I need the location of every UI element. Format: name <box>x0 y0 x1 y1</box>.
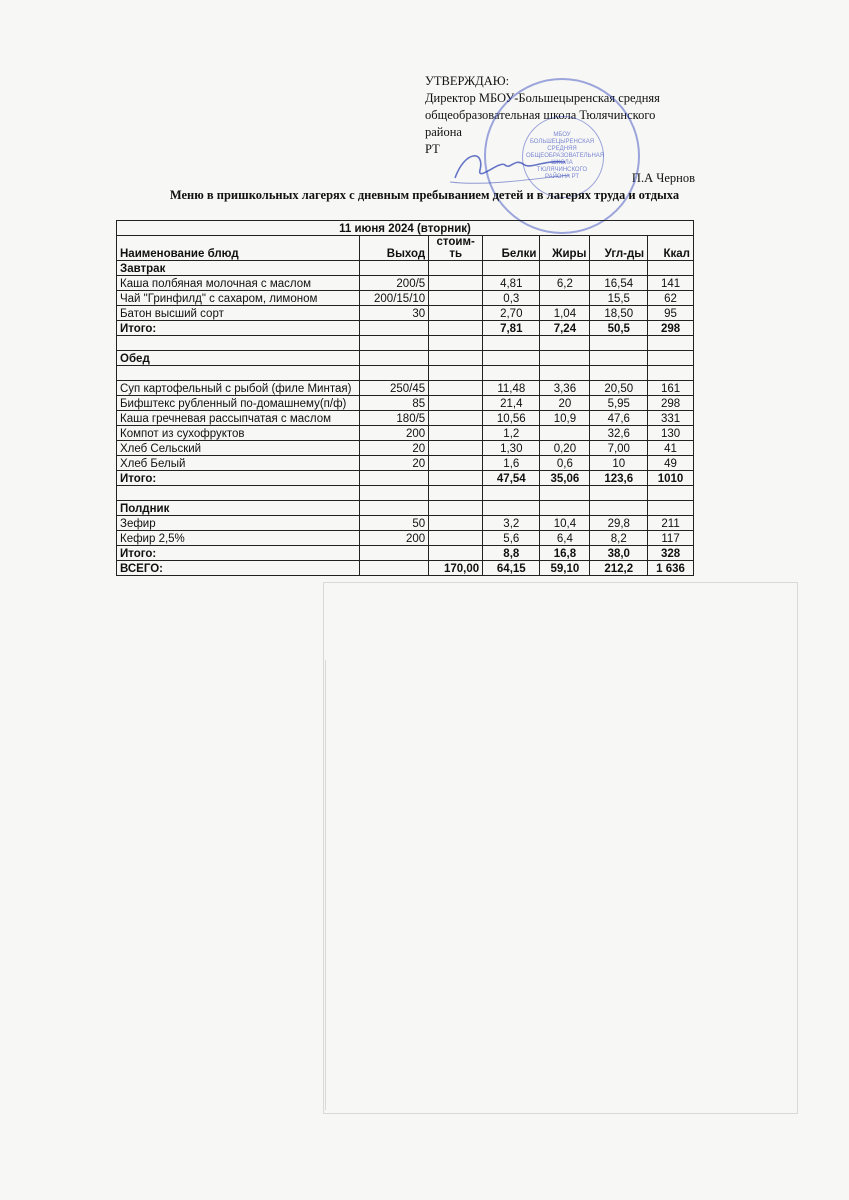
director-signature <box>445 140 575 190</box>
menu-table <box>116 220 694 576</box>
dish-carbs: 7,00 <box>590 441 648 456</box>
dish-output: 180/5 <box>359 411 429 426</box>
total-carbs: 123,6 <box>590 471 648 486</box>
dish-cost <box>429 411 483 426</box>
dish-cost <box>429 306 483 321</box>
spacer-row <box>117 366 694 381</box>
dish-fat: 3,36 <box>540 381 590 396</box>
dish-output: 50 <box>359 516 429 531</box>
total-fat: 16,8 <box>540 546 590 561</box>
stamp-text: МБОУ БОЛЬШЕЦЫРЕНСКАЯ СРЕДНЯЯ ОБЩЕОБРАЗОВАТЕЛЬНАЯ ШКОЛА ТЮЛЯЧИНСКОГО РАЙОНА РТ <box>526 132 605 180</box>
dish-protein: 11,48 <box>483 381 540 396</box>
total-label: Итого: <box>117 321 360 336</box>
dish-output: 200/15/10 <box>359 291 429 306</box>
dish-carbs: 29,8 <box>590 516 648 531</box>
col-cost: стоим-ть <box>429 236 483 261</box>
dish-output: 85 <box>359 396 429 411</box>
table-row <box>117 276 694 291</box>
section-title: Обед <box>117 351 360 366</box>
dish-protein: 10,56 <box>483 411 540 426</box>
dish-cost <box>429 531 483 546</box>
dish-output: 200 <box>359 426 429 441</box>
dish-cost <box>429 381 483 396</box>
dish-carbs: 20,50 <box>590 381 648 396</box>
dish-protein: 0,3 <box>483 291 540 306</box>
approval-heading: УТВЕРЖДАЮ: <box>425 74 510 88</box>
spacer-row <box>117 336 694 351</box>
total-cost <box>429 321 483 336</box>
dish-kcal: 161 <box>648 381 694 396</box>
dish-name: Компот из сухофруктов <box>117 426 360 441</box>
approval-signer: П.А Чернов <box>631 171 695 185</box>
table-row <box>117 381 694 396</box>
total-row <box>117 546 694 561</box>
dish-fat: 1,04 <box>540 306 590 321</box>
dish-kcal: 95 <box>648 306 694 321</box>
table-row <box>117 531 694 546</box>
section-row-lunch <box>117 351 694 366</box>
menu-date: 11 июня 2024 (вторник) <box>117 221 694 236</box>
dish-carbs: 15,5 <box>590 291 648 306</box>
total-output <box>359 321 429 336</box>
dish-protein: 5,6 <box>483 531 540 546</box>
total-protein: 47,54 <box>483 471 540 486</box>
col-dish: Наименование блюд <box>117 236 360 261</box>
dish-carbs: 18,50 <box>590 306 648 321</box>
table-row <box>117 291 694 306</box>
dish-protein: 3,2 <box>483 516 540 531</box>
dish-protein: 1,30 <box>483 441 540 456</box>
dish-cost <box>429 456 483 471</box>
total-row <box>117 471 694 486</box>
col-output: Выход <box>359 236 429 261</box>
approval-line2: общеобразовательная школа Тюлячинского района <box>425 108 656 139</box>
dish-cost <box>429 441 483 456</box>
dish-kcal: 130 <box>648 426 694 441</box>
dish-name: Каша полбяная молочная с маслом <box>117 276 360 291</box>
dish-name: Суп картофельный с рыбой (филе Минтая) <box>117 381 360 396</box>
total-cost <box>429 471 483 486</box>
total-label: Итого: <box>117 546 360 561</box>
table-row <box>117 411 694 426</box>
total-output <box>359 546 429 561</box>
total-fat: 35,06 <box>540 471 590 486</box>
approval-line1: Директор МБОУ-Большецыренская средняя <box>425 91 660 105</box>
dish-kcal: 62 <box>648 291 694 306</box>
grand-total-output <box>359 561 429 576</box>
total-kcal: 298 <box>648 321 694 336</box>
section-row-breakfast <box>117 261 694 276</box>
dish-fat: 20 <box>540 396 590 411</box>
col-carbs: Угл-ды <box>590 236 648 261</box>
dish-name: Бифштекс рубленный по-домашнему(п/ф) <box>117 396 360 411</box>
col-fat: Жиры <box>540 236 590 261</box>
dish-fat <box>540 426 590 441</box>
table-row <box>117 306 694 321</box>
dish-output: 20 <box>359 456 429 471</box>
dish-name: Кефир 2,5% <box>117 531 360 546</box>
total-output <box>359 471 429 486</box>
dish-cost <box>429 291 483 306</box>
dish-kcal: 298 <box>648 396 694 411</box>
total-row <box>117 321 694 336</box>
header-row <box>117 236 694 261</box>
dish-cost <box>429 516 483 531</box>
dish-output: 20 <box>359 441 429 456</box>
dish-name: Каша гречневая рассыпчатая с маслом <box>117 411 360 426</box>
document-title: Меню в пришкольных лагерях с дневным пребыванием детей и в лагерях труда и отдыха <box>169 188 680 202</box>
dish-cost <box>429 276 483 291</box>
total-kcal: 328 <box>648 546 694 561</box>
dish-output: 250/45 <box>359 381 429 396</box>
dish-protein: 1,2 <box>483 426 540 441</box>
dish-fat <box>540 291 590 306</box>
dish-output: 30 <box>359 306 429 321</box>
total-carbs: 50,5 <box>590 321 648 336</box>
dish-name: Чай "Гринфилд" с сахаром, лимоном <box>117 291 360 306</box>
dish-carbs: 5,95 <box>590 396 648 411</box>
dish-name: Батон высший сорт <box>117 306 360 321</box>
dish-carbs: 32,6 <box>590 426 648 441</box>
dish-carbs: 8,2 <box>590 531 648 546</box>
grand-total-fat: 59,10 <box>540 561 590 576</box>
dish-fat: 10,4 <box>540 516 590 531</box>
grand-total-row <box>117 561 694 576</box>
dish-name: Зефир <box>117 516 360 531</box>
total-label: Итого: <box>117 471 360 486</box>
section-title: Полдник <box>117 501 360 516</box>
dish-carbs: 16,54 <box>590 276 648 291</box>
table-row <box>117 441 694 456</box>
dish-output: 200 <box>359 531 429 546</box>
total-protein: 8,8 <box>483 546 540 561</box>
grand-total-kcal: 1 636 <box>648 561 694 576</box>
col-kcal: Ккал <box>648 236 694 261</box>
grand-total-protein: 64,15 <box>483 561 540 576</box>
dish-kcal: 49 <box>648 456 694 471</box>
spacer-row <box>117 486 694 501</box>
dish-protein: 21,4 <box>483 396 540 411</box>
dish-fat: 6,4 <box>540 531 590 546</box>
total-protein: 7,81 <box>483 321 540 336</box>
grand-total-cost: 170,00 <box>429 561 483 576</box>
dish-kcal: 211 <box>648 516 694 531</box>
dish-output: 200/5 <box>359 276 429 291</box>
dish-kcal: 331 <box>648 411 694 426</box>
table-row <box>117 426 694 441</box>
dish-protein: 1,6 <box>483 456 540 471</box>
date-row <box>117 221 694 236</box>
dish-carbs: 10 <box>590 456 648 471</box>
total-cost <box>429 546 483 561</box>
dish-name: Хлеб Белый <box>117 456 360 471</box>
total-kcal: 1010 <box>648 471 694 486</box>
bleed-through-column <box>120 660 326 1110</box>
dish-kcal: 141 <box>648 276 694 291</box>
dish-fat: 0,20 <box>540 441 590 456</box>
section-title: Завтрак <box>117 261 360 276</box>
dish-fat: 0,6 <box>540 456 590 471</box>
table-row <box>117 396 694 411</box>
dish-kcal: 41 <box>648 441 694 456</box>
table-row <box>117 516 694 531</box>
dish-kcal: 117 <box>648 531 694 546</box>
table-row <box>117 456 694 471</box>
col-protein: Белки <box>483 236 540 261</box>
dish-protein: 4,81 <box>483 276 540 291</box>
dish-carbs: 47,6 <box>590 411 648 426</box>
approval-line3: РТ <box>425 142 440 156</box>
dish-fat: 6,2 <box>540 276 590 291</box>
section-row-snack <box>117 501 694 516</box>
total-fat: 7,24 <box>540 321 590 336</box>
total-carbs: 38,0 <box>590 546 648 561</box>
dish-fat: 10,9 <box>540 411 590 426</box>
dish-name: Хлеб Сельский <box>117 441 360 456</box>
dish-cost <box>429 426 483 441</box>
dish-cost <box>429 396 483 411</box>
grand-total-carbs: 212,2 <box>590 561 648 576</box>
dish-protein: 2,70 <box>483 306 540 321</box>
bleed-through-table <box>323 582 798 1114</box>
grand-total-label: ВСЕГО: <box>117 561 360 576</box>
